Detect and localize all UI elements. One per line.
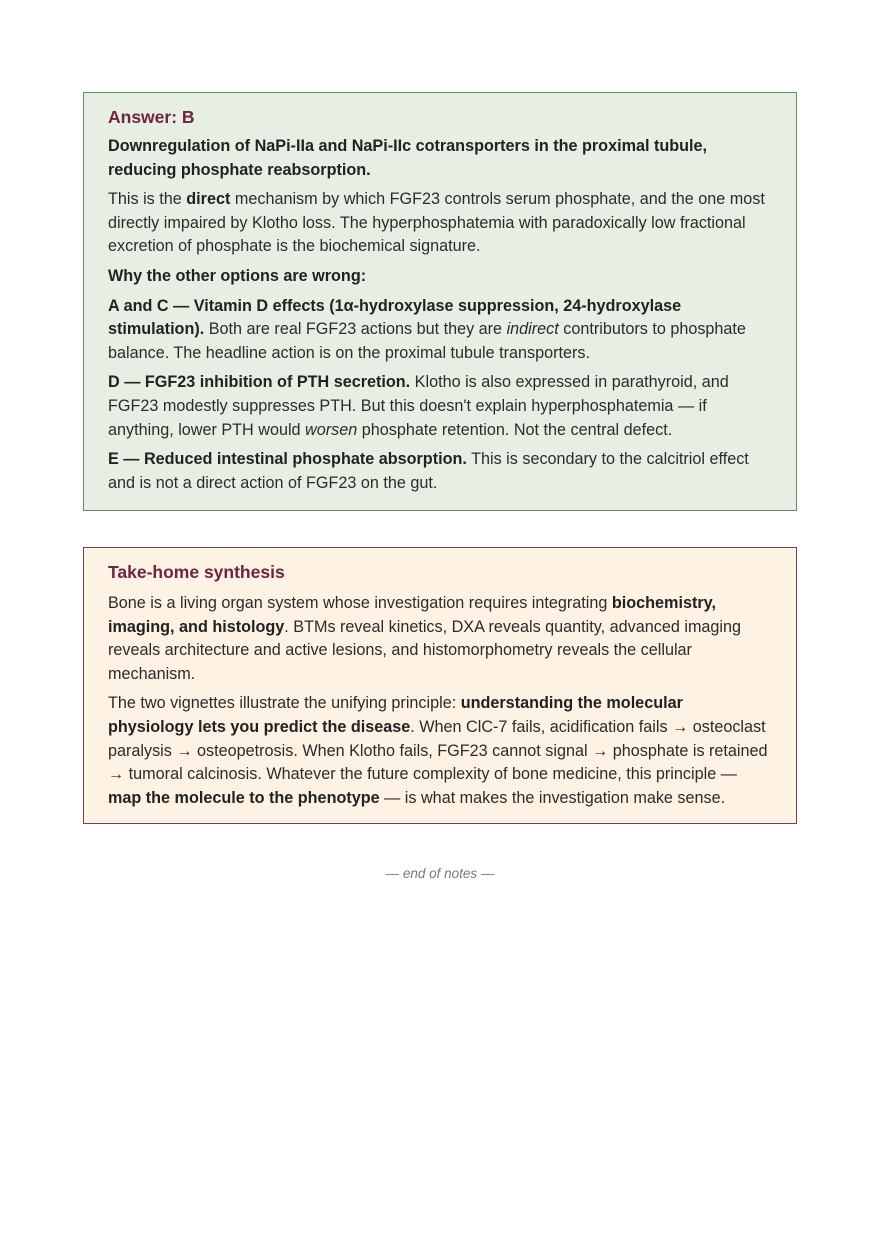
- synthesis-paragraph-1: Bone is a living organ system whose investigation requires integrating biochemistry, imaging, and histology. BTMs reveal kinetics, DXA reveals quantity, advanced imaging reveals architecture and active lesions, and histomorphometry reveals the cellular mechanism.: [108, 594, 742, 683]
- why-heading: Why the other options are wrong:: [108, 266, 367, 285]
- end-of-notes: — end of notes —: [385, 866, 495, 881]
- answer-explanation: This is the direct mechanism by which FGF23 controls serum phosphate, and the one most directly impaired by Klotho loss. The hyperphosphatemia with paradoxically low fractional excretion of phosphate is the biochemical signature.: [108, 190, 765, 256]
- answer-headline: Downregulation of NaPi-IIa and NaPi-IIc cotransporters in the proximal tubule, reducing phosphate reabsorption.: [108, 137, 708, 179]
- option-e-explanation: E — Reduced intestinal phosphate absorption. This is secondary to the calcitriol effect and is not a direct action of FGF23 on the gut.: [108, 450, 749, 492]
- synthesis-box: [83, 547, 797, 824]
- synthesis-paragraph-2: The two vignettes illustrate the unifying principle: understanding the molecular physiology lets you predict the disease. When ClC-7 fails, acidification fails → osteoclast paralysis → osteopetrosis. When Klotho fails, FGF23 cannot signal → phosphate is retained → tumoral calcinosis. Whatever the future complexity of bone medicine, this principle — map the molecule to the phenotype — is what makes the investigation make sense.: [108, 694, 768, 807]
- answer-title: Answer: B: [108, 107, 195, 127]
- synthesis-title: Take-home synthesis: [108, 562, 285, 582]
- answer-box: [83, 92, 797, 511]
- option-d-explanation: D — FGF23 inhibition of PTH secretion. Klotho is also expressed in parathyroid, and FGF23 modestly suppresses PTH. But this doesn't explain hyperphosphatemia — if anything, lower PTH would worsen phosphate retention. Not the central defect.: [108, 373, 729, 439]
- option-ac-explanation: A and C — Vitamin D effects (1α-hydroxylase suppression, 24-hydroxylase stimulation). Both are real FGF23 actions but they are indirect contributors to phosphate balance. The headline action is on the proximal tubule transporters.: [108, 296, 746, 362]
